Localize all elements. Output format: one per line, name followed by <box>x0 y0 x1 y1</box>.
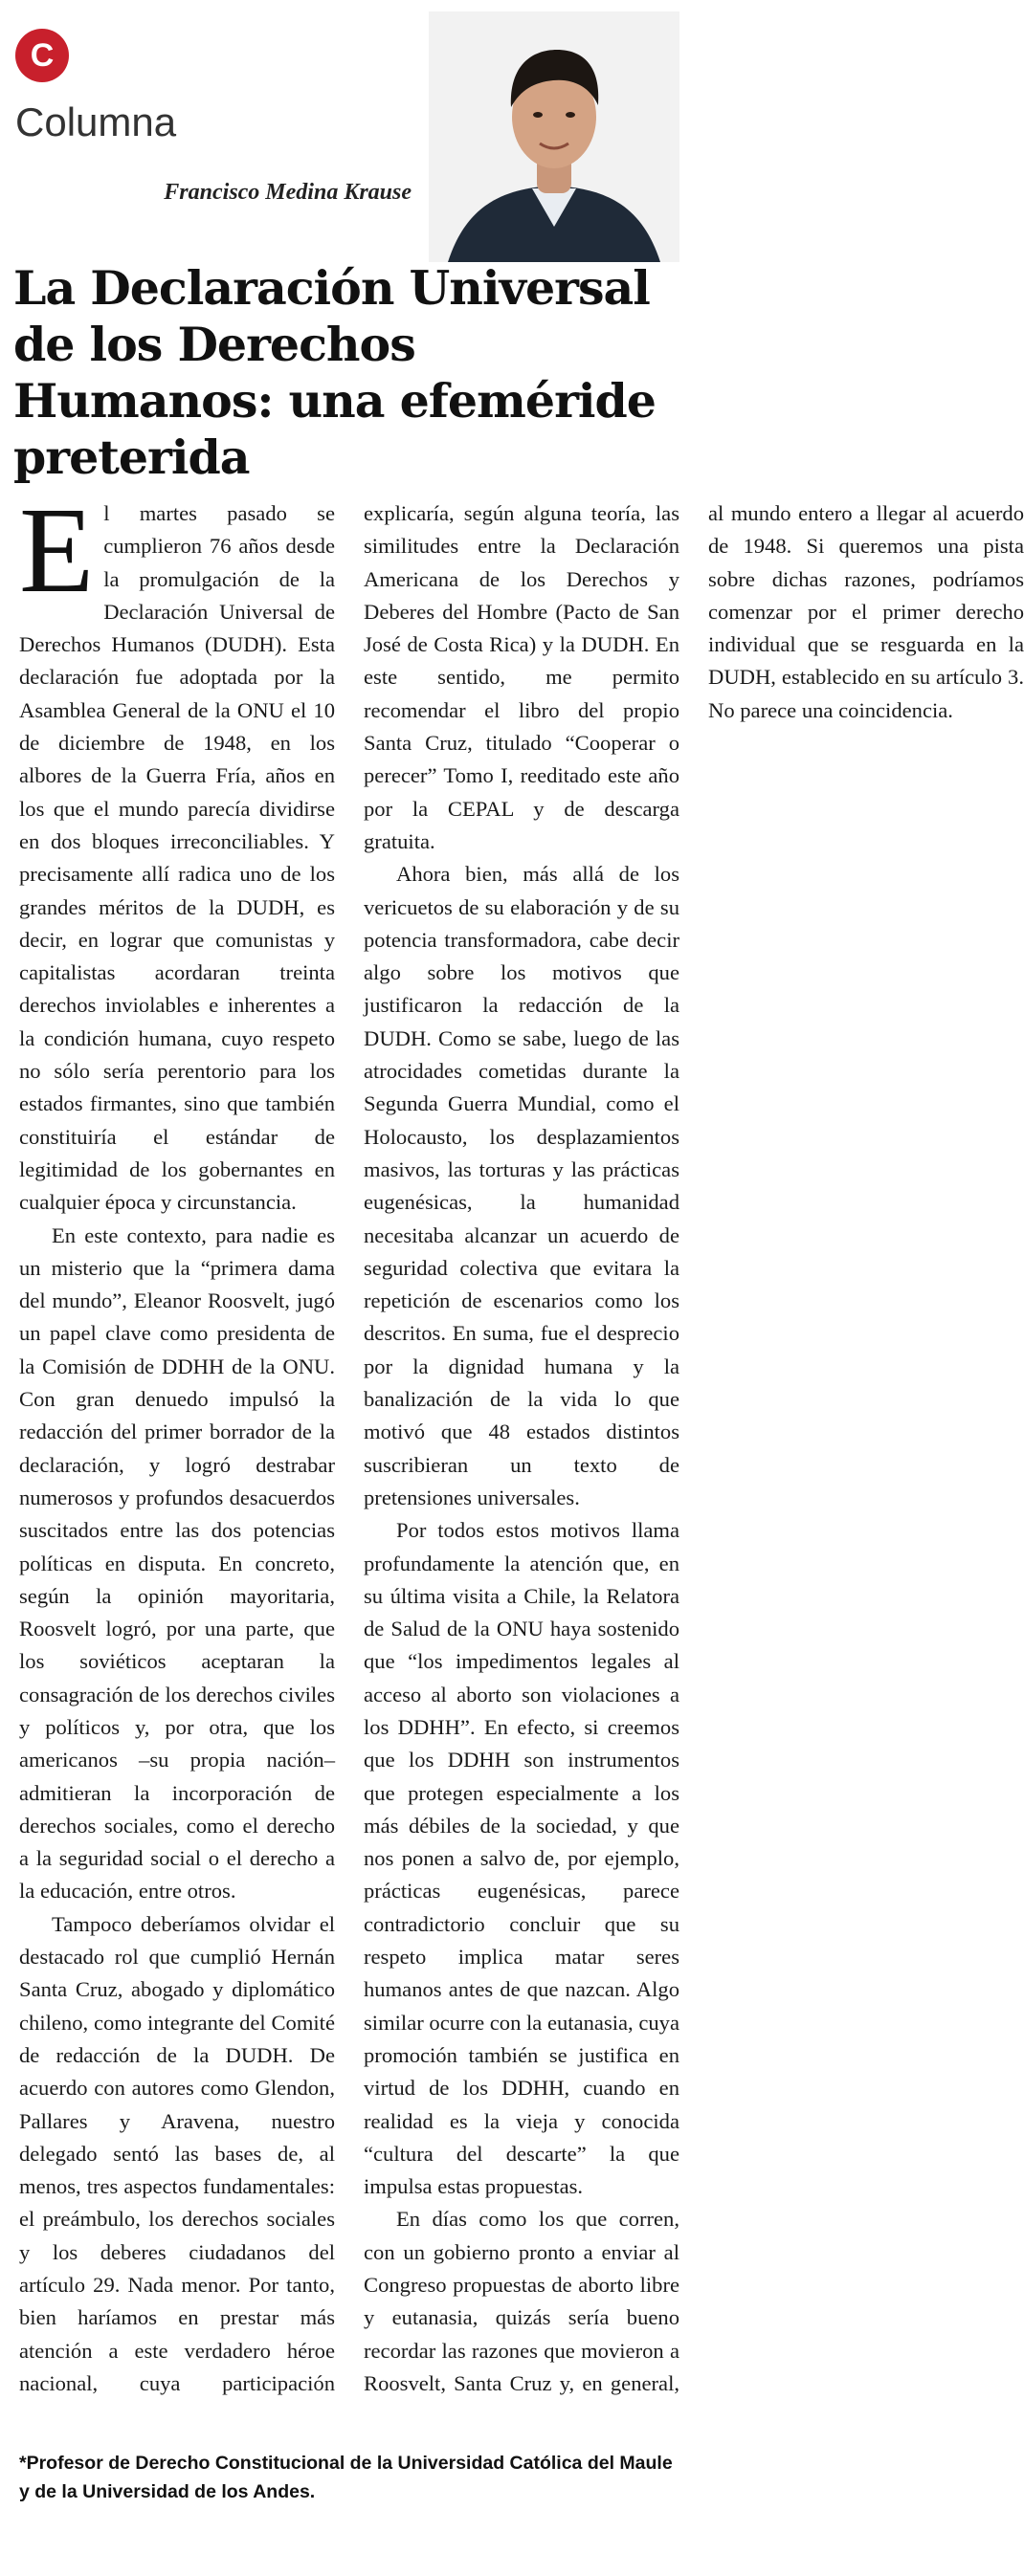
article-paragraph: En este contexto, para nadie es un misterio que la “primera dama del mundo”, Eleanor Roosvelt, jugó un papel clave como presidenta de la Comisión de DDHH de la ONU. Con gran denuedo impulsó la redacción del primer borrador de la declaración, y logró destrabar numerosos y profundos desacuerdos suscitados entre las dos potencias políticas en disputa. En concreto, según la opinión mayoritaria, Roosvelt logró, por una parte, que los soviéticos aceptaran la consagración de los derechos civiles y políticos y, por otra, que los americanos –su propia nación– admitieran la incorporación de derechos sociales, como el derecho a la seguridad social o el derecho a la educación, entre otros. <box>19 1222 335 1904</box>
author-name: Francisco Medina Krause <box>164 180 412 205</box>
article-body <box>19 482 1024 2401</box>
headline: La Declaración Universal de los Derechos Humanos: una efeméride preterida <box>13 260 656 485</box>
article-paragraph <box>19 482 335 1220</box>
section-logo: C <box>15 29 69 82</box>
paragraph-text: l martes pasado se cumplieron 76 años desde la promulgación de la Declaración Universal de Derechos Humanos (DUDH). Esta declaración fue adoptada por la Asamblea General de la ONU el 10 de diciembre de 1948, en los albores de la Guerra Fría, años en los que el mundo parecía dividirse en dos bloques irreconciliables. Y precisamente allí radica uno de los grandes méritos de la DUDH, es decir, en lograr que comunistas y capitalistas acordaran treinta derechos inviolables e inherentes a la condición humana, cuyo respeto no sólo sería perentorio para los estados firmantes, sino que también constituiría el estándar de legitimidad de los gobernantes en cualquier época y circunstancia. <box>19 501 335 1215</box>
author-footnote: *Profesor de Derecho Constitucional de la Universidad Católica del Maule y de la Universidad de los Andes. <box>19 2453 673 2502</box>
article-paragraph: Tampoco deberíamos olvidar el destacado rol que cumplió Hernán Santa Cruz, abogado y diplomático chileno, como integrante del Comité de redacción de la DUDH. De acuerdo con autores como Glendon, Pallares y Aravena, nuestro delegado sentó las bases de, al menos, tres aspectos fundamentales: el preámbulo, los derechos sociales y los deberes ciudadanos del artículo 29. Nada menor. Por tanto, bien haríamos en prestar más atención a este verdadero héroe nacional, cuya participación explicaría, según alguna teoría, las similitudes entre la Declaración Americana de los Derechos y Deberes del Hombre (Pacto de San José de Costa Rica) y la DUDH. En este sentido, me permito recomendar el libro del propio Santa Cruz, titulado “Cooperar o perecer” Tomo I, reeditado este año por la CEPAL y de descarga gratuita. <box>19 501 679 2395</box>
section-label: Columna <box>15 99 177 144</box>
article-paragraph: En días como los que corren, con un gobierno pronto a enviar al Congreso propuestas de aborto libre y eutanasia, quizás sería bueno recordar las razones que movieron a Roosvelt, Santa Cruz y, en general, al mundo entero a llegar al acuerdo de 1948. Si queremos una pista sobre dichas razones, podríamos comenzar por el primer derecho individual que se resguarda en la DUDH, establecido en su artículo 3. No parece una coincidencia. <box>364 501 1024 2395</box>
article-paragraph: Por todos estos motivos llama profundamente la atención que, en su última visita a Chile, la Relatora de Salud de la ONU haya sostenido que “los impedimentos legales al acceso al aborto son violaciones a los DDHH”. En efecto, si creemos que los DDHH son instrumentos que protegen especialmente a los más débiles de la sociedad, y que nos ponen a salvo de, por ejemplo, prácticas eugenésicas, parece contradictorio concluir que su respeto implica matar seres humanos antes de que nazcan. Algo similar ocurre con la eutanasia, cuya promoción también se justifica en virtud de los DDHH, cuando en realidad es la vieja y conocida “cultura del descarte” la que impulsa estas propuestas. <box>364 1518 679 2199</box>
article-paragraph: Ahora bien, más allá de los vericuetos de su elaboración y de su potencia transformadora, cabe decir algo sobre los motivos que justificaron la redacción de la DUDH. Como se sabe, luego de las atrocidades cometidas durante la Segunda Guerra Mundial, como el Holocausto, los desplazamientos masivos, las torturas y las prácticas eugenésicas, la humanidad necesitaba alcanzar un acuerdo de seguridad colectiva que evitara la repetición de escenarios como los descritos. En suma, fue el desprecio por la dignidad humana y la banalización de la vida lo que motivó que 48 estados distintos suscribieran un texto de pretensiones universales. <box>364 862 679 1509</box>
author-portrait <box>429 11 679 262</box>
drop-cap: E <box>19 482 95 618</box>
